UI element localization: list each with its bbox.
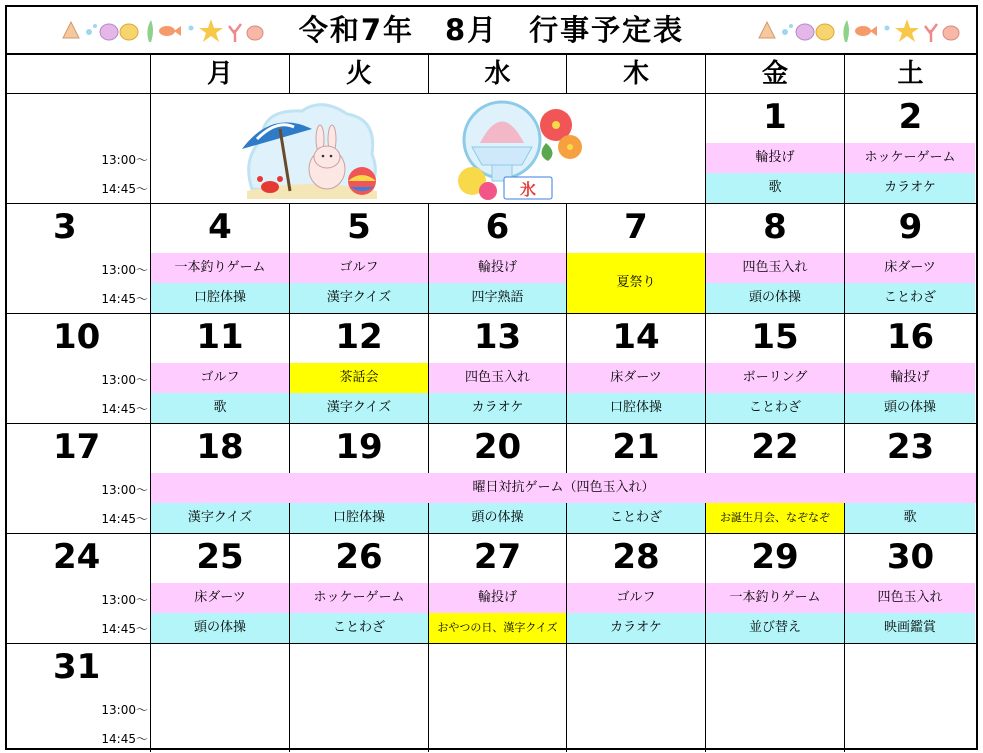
scallop-icon bbox=[796, 24, 814, 40]
event-1300: 四色玉入れ bbox=[706, 253, 844, 283]
sunday-cell bbox=[7, 534, 151, 644]
event-1445: ことわざ bbox=[290, 613, 428, 643]
header-friday: 金 bbox=[706, 55, 845, 94]
time-label-1300: 13:00～ bbox=[101, 593, 148, 607]
event-1445: 漢字クイズ bbox=[151, 503, 289, 533]
seaside-decoration-right bbox=[753, 16, 961, 44]
day-cell-wed bbox=[429, 644, 567, 752]
date-number: 8 bbox=[763, 207, 787, 247]
date-number: 1 bbox=[763, 97, 787, 137]
day-cell-thu bbox=[567, 94, 706, 204]
shell-icon bbox=[943, 26, 959, 40]
day-cell-mon bbox=[151, 314, 290, 424]
date-number: 30 bbox=[886, 537, 935, 577]
event-1445: 歌 bbox=[151, 393, 289, 423]
event-1445: おやつの日、漢字クイズ bbox=[429, 613, 566, 643]
header-tuesday: 火 bbox=[290, 55, 429, 94]
date-number: 4 bbox=[208, 207, 232, 247]
date-number: 13 bbox=[473, 317, 522, 357]
day-cell-wed bbox=[429, 94, 567, 204]
day-cell-thu bbox=[567, 314, 706, 424]
sunday-cell bbox=[7, 204, 151, 314]
sunday-date: 3 bbox=[53, 207, 77, 247]
event-1300: ホッケーゲーム bbox=[845, 143, 975, 173]
sunday-cell bbox=[7, 424, 151, 534]
event-1300: 輪投げ bbox=[429, 583, 566, 613]
sunday-date: 10 bbox=[53, 317, 101, 357]
header-thursday: 木 bbox=[567, 55, 706, 94]
day-cell-fri bbox=[706, 534, 845, 644]
day-cell-sat bbox=[845, 94, 976, 204]
day-cell-mon bbox=[151, 644, 290, 752]
page-title: 令和7年 8月 行事予定表 bbox=[298, 13, 685, 47]
seaweed-icon bbox=[843, 20, 849, 42]
day-cell-sat bbox=[845, 314, 976, 424]
day-cell-fri bbox=[706, 204, 845, 314]
event-1300: 床ダーツ bbox=[567, 363, 705, 393]
starfish-icon bbox=[895, 19, 919, 42]
event-1445: 漢字クイズ bbox=[290, 393, 428, 423]
day-cell-fri bbox=[706, 94, 845, 204]
sunday-cell bbox=[7, 644, 151, 752]
event-1445: 頭の体操 bbox=[845, 393, 975, 423]
time-label-1445: 14:45～ bbox=[101, 182, 148, 196]
day-cell-tue bbox=[290, 314, 429, 424]
sunday-date: 17 bbox=[53, 427, 101, 467]
time-label-1445: 14:45～ bbox=[101, 622, 148, 636]
header-monday: 月 bbox=[151, 55, 290, 94]
date-number: 18 bbox=[196, 427, 244, 467]
calendar-page bbox=[5, 5, 978, 750]
day-cell-fri bbox=[706, 314, 845, 424]
date-number: 25 bbox=[196, 537, 244, 577]
event-1445: 漢字クイズ bbox=[290, 283, 428, 313]
date-number: 27 bbox=[473, 537, 522, 577]
ice-flag-text: 氷 bbox=[519, 180, 537, 199]
date-number: 23 bbox=[886, 427, 935, 467]
sunday-cell bbox=[7, 94, 151, 204]
date-number: 19 bbox=[335, 427, 383, 467]
day-cell-sat bbox=[845, 204, 976, 314]
fish-icon bbox=[855, 26, 877, 36]
day-cell-wed bbox=[429, 534, 567, 644]
time-label-1300: 13:00～ bbox=[101, 373, 148, 387]
day-cell-sat bbox=[845, 644, 976, 752]
day-cell-mon bbox=[151, 204, 290, 314]
sunday-date: 24 bbox=[53, 537, 101, 577]
event-1300: ボーリング bbox=[706, 363, 844, 393]
event-1300: ゴルフ bbox=[151, 363, 289, 393]
event-1445: 歌 bbox=[706, 173, 844, 203]
date-number: 16 bbox=[886, 317, 935, 357]
event-1445: 口腔体操 bbox=[290, 503, 428, 533]
event-1445: 頭の体操 bbox=[151, 613, 289, 643]
time-label-1445: 14:45～ bbox=[101, 292, 148, 306]
event-1445: お誕生月会、なぞなぞ bbox=[706, 503, 844, 533]
event-1300: 茶話会 bbox=[290, 363, 428, 393]
date-number: 28 bbox=[612, 537, 660, 577]
day-cell-tue bbox=[290, 204, 429, 314]
event-1445: 頭の体操 bbox=[706, 283, 844, 313]
event-merged: 夏祭り bbox=[567, 253, 705, 313]
day-cell-wed bbox=[429, 204, 567, 314]
event-1300: 床ダーツ bbox=[151, 583, 289, 613]
event-1300: ホッケーゲーム bbox=[290, 583, 428, 613]
event-1300: 一本釣りゲーム bbox=[151, 253, 289, 283]
day-cell-sat bbox=[845, 534, 976, 644]
day-cell-wed bbox=[429, 314, 567, 424]
span-event: 曜日対抗ゲーム（四色玉入れ） bbox=[151, 473, 976, 503]
event-1445: 歌 bbox=[845, 503, 975, 533]
header-blank bbox=[7, 55, 151, 94]
event-1445: カラオケ bbox=[567, 613, 705, 643]
coral-icon bbox=[925, 24, 937, 42]
date-number: 5 bbox=[347, 207, 371, 247]
date-number: 12 bbox=[335, 317, 383, 357]
date-number: 22 bbox=[751, 427, 799, 467]
event-1300: 四色玉入れ bbox=[845, 583, 975, 613]
date-number: 26 bbox=[335, 537, 383, 577]
day-cell-thu bbox=[567, 204, 706, 314]
event-1445: 四字熟語 bbox=[429, 283, 566, 313]
date-number: 20 bbox=[473, 427, 522, 467]
date-number: 2 bbox=[898, 97, 923, 137]
date-number: 9 bbox=[898, 207, 923, 247]
sunday-cell bbox=[7, 314, 151, 424]
date-number: 21 bbox=[612, 427, 660, 467]
day-cell-fri bbox=[706, 644, 845, 752]
time-label-1445: 14:45～ bbox=[101, 402, 148, 416]
header-saturday: 土 bbox=[845, 55, 976, 94]
shell-icon bbox=[759, 22, 775, 38]
time-label-1300: 13:00～ bbox=[101, 263, 148, 277]
event-1445: ことわざ bbox=[706, 393, 844, 423]
day-cell-tue bbox=[290, 644, 429, 752]
event-1300: 輪投げ bbox=[429, 253, 566, 283]
event-1300: 四色玉入れ bbox=[429, 363, 566, 393]
date-number: 14 bbox=[612, 317, 660, 357]
event-1300: 輪投げ bbox=[845, 363, 975, 393]
date-number: 6 bbox=[485, 207, 510, 247]
event-1445: ことわざ bbox=[845, 283, 975, 313]
event-1300: ゴルフ bbox=[290, 253, 428, 283]
date-number: 29 bbox=[751, 537, 799, 577]
day-cell-thu bbox=[567, 534, 706, 644]
time-label-1300: 13:00～ bbox=[101, 483, 148, 497]
event-1445: 口腔体操 bbox=[151, 283, 289, 313]
day-cell-mon bbox=[151, 534, 290, 644]
event-1300: ゴルフ bbox=[567, 583, 705, 613]
event-1300: 輪投げ bbox=[706, 143, 844, 173]
date-number: 11 bbox=[196, 317, 244, 357]
day-cell-mon bbox=[151, 94, 290, 204]
time-label-1300: 13:00～ bbox=[101, 153, 148, 167]
header-wednesday: 水 bbox=[429, 55, 567, 94]
event-1445: 並び替え bbox=[706, 613, 844, 643]
event-1445: 口腔体操 bbox=[567, 393, 705, 423]
time-label-1445: 14:45～ bbox=[101, 732, 148, 746]
event-1445: カラオケ bbox=[845, 173, 975, 203]
shell-icon bbox=[816, 24, 834, 40]
sunday-date: 31 bbox=[53, 647, 101, 687]
event-1300: 一本釣りゲーム bbox=[706, 583, 844, 613]
event-1445: 映画鑑賞 bbox=[845, 613, 975, 643]
event-1445: ことわざ bbox=[567, 503, 705, 533]
time-label-1300: 13:00～ bbox=[101, 703, 148, 717]
date-number: 7 bbox=[624, 207, 648, 247]
date-number: 15 bbox=[751, 317, 799, 357]
event-1445: 頭の体操 bbox=[429, 503, 566, 533]
time-label-1445: 14:45～ bbox=[101, 512, 148, 526]
day-cell-tue bbox=[290, 534, 429, 644]
day-cell-thu bbox=[567, 644, 706, 752]
title-row bbox=[7, 7, 976, 55]
day-cell-tue bbox=[290, 94, 429, 204]
event-1445: カラオケ bbox=[429, 393, 566, 423]
event-1300: 床ダーツ bbox=[845, 253, 975, 283]
